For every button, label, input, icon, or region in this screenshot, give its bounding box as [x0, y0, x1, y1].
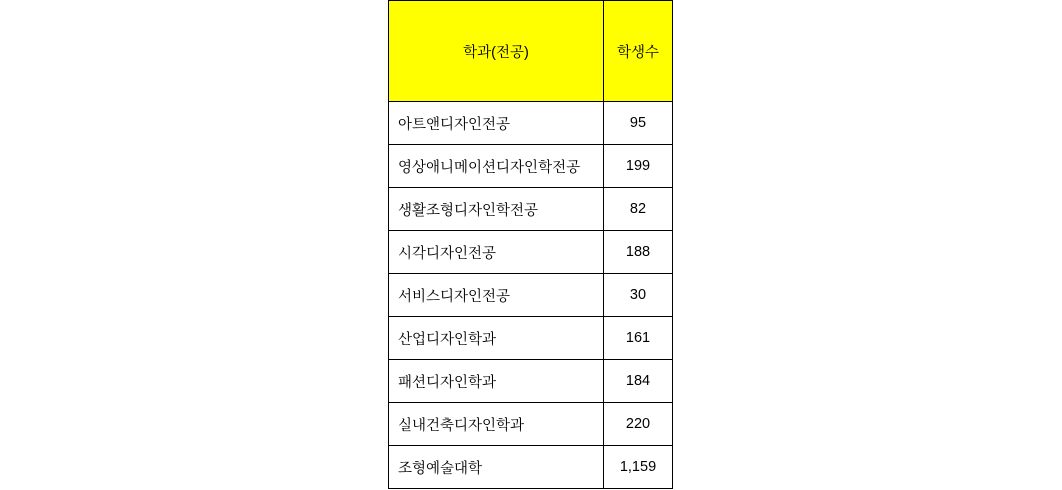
cell-major: 조형예술대학	[389, 446, 604, 489]
table-row	[389, 274, 673, 317]
cell-major: 산업디자인학과	[389, 317, 604, 360]
table-body	[389, 102, 673, 489]
table-row	[389, 102, 673, 145]
cell-count: 30	[604, 274, 673, 317]
table-row	[389, 446, 673, 489]
cell-count: 161	[604, 317, 673, 360]
cell-count: 82	[604, 188, 673, 231]
table-header-row	[389, 1, 673, 102]
cell-major: 영상애니메이션디자인학전공	[389, 145, 604, 188]
student-count-table-container	[388, 0, 672, 489]
column-header-major: 학과(전공)	[389, 1, 604, 102]
cell-major: 실내건축디자인학과	[389, 403, 604, 446]
cell-count: 220	[604, 403, 673, 446]
cell-major: 아트앤디자인전공	[389, 102, 604, 145]
table-header	[389, 1, 673, 102]
table-row	[389, 188, 673, 231]
cell-count: 199	[604, 145, 673, 188]
table-row	[389, 145, 673, 188]
table-row	[389, 403, 673, 446]
cell-count: 188	[604, 231, 673, 274]
cell-count: 95	[604, 102, 673, 145]
cell-count: 184	[604, 360, 673, 403]
column-header-count: 학생수	[604, 1, 673, 102]
table-row	[389, 360, 673, 403]
cell-count: 1,159	[604, 446, 673, 489]
student-count-table	[388, 0, 673, 489]
cell-major: 시각디자인전공	[389, 231, 604, 274]
cell-major: 생활조형디자인학전공	[389, 188, 604, 231]
table-row	[389, 231, 673, 274]
cell-major: 서비스디자인전공	[389, 274, 604, 317]
table-row	[389, 317, 673, 360]
cell-major: 패션디자인학과	[389, 360, 604, 403]
